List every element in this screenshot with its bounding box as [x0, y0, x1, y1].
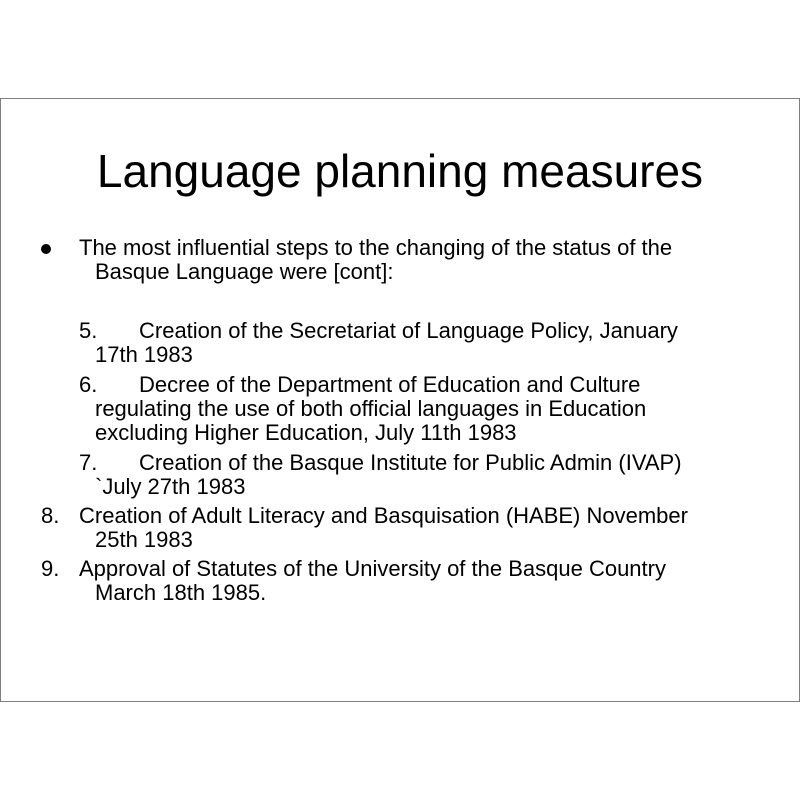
item-6-line-2: regulating the use of both official languages in Education [95, 396, 647, 421]
item-7-number: 7. [79, 450, 98, 475]
item-6-number: 6. [79, 372, 98, 397]
slide [0, 98, 800, 702]
item-8-line-2: 25th 1983 [95, 527, 193, 552]
item-9-line-1: Approval of Statutes of the University of the Basque Country [79, 556, 666, 581]
item-7-line-2: `July 27th 1983 [95, 474, 246, 499]
item-7-line-1: Creation of the Basque Institute for Public Admin (IVAP) [139, 450, 682, 475]
item-9-line-2: March 18th 1985. [95, 580, 267, 605]
slide-title: Language planning measures [96, 145, 704, 197]
item-9-number: 9. [41, 556, 60, 581]
item-6-line-3: excluding Higher Education, July 11th 1983 [95, 420, 517, 445]
item-8-number: 8. [41, 503, 60, 528]
item-6-line-1: Decree of the Department of Education and Culture [139, 372, 641, 397]
item-5-number: 5. [79, 318, 98, 343]
intro-line-1: The most influential steps to the changing of the status of the [79, 235, 673, 260]
item-5-line-2: 17th 1983 [95, 342, 193, 367]
bullet-icon [41, 244, 51, 254]
item-8-line-1: Creation of Adult Literacy and Basquisation (HABE) November [79, 503, 688, 528]
intro-line-2: Basque Language were [cont]: [95, 259, 394, 284]
item-5-line-1: Creation of the Secretariat of Language Policy, January [139, 318, 678, 343]
